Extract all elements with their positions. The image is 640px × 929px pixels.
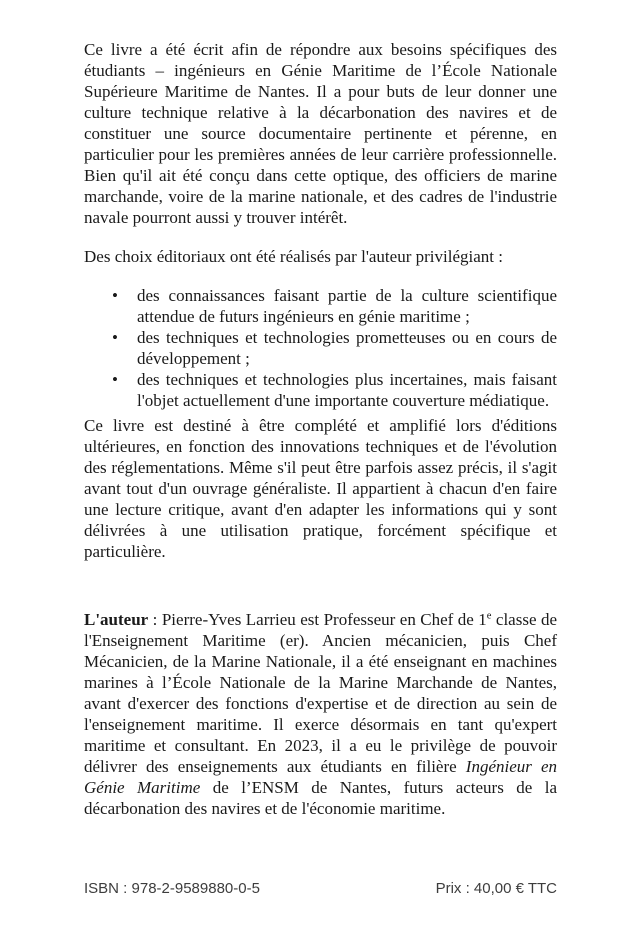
intro-paragraph: Ce livre a été écrit afin de répondre aux besoins spécifiques des étudiants – ingénieurs en Génie Maritime de l’École Nationale Supérieure Maritime de Nantes. Il a pour buts de leur donner une culture technique relative à la décarbonation des navires et de constituer une source documentaire pertinente et pérenne, en particulier pour les premières années de leur carrière professionnelle. Bien qu'il ait été conçu dans cette optique, des officiers de marine marchande, voire de la marine nationale, et des cadres de l'industrie navale pourront aussi y trouver intérêt. xyxy=(84,40,557,227)
list-item xyxy=(84,285,557,327)
author-bio-text: de l’ENSM de Nantes, futurs acteurs de la décarbonation des navires et de l'économie maritime. xyxy=(84,778,558,818)
editorial-choices-lead: Des choix éditoriaux ont été réalisés par l'auteur privilégiant : xyxy=(84,247,503,266)
list-item-text: des connaissances faisant partie de la culture scientifique attendue de futurs ingénieurs en génie maritime ; xyxy=(137,286,557,326)
list-item xyxy=(84,327,557,369)
list-item-text: des techniques et technologies prometteuses ou en cours de développement ; xyxy=(137,328,557,368)
bullet-icon: • xyxy=(112,328,118,347)
list-item xyxy=(84,369,557,411)
disclaimer-paragraph: Ce livre est destiné à être complété et amplifié lors d'éditions ultérieures, en fonction des innovations techniques et de l'évolution des réglementations. Même s'il peut être parfois assez précis, il s'agit avant tout d'un ouvrage généraliste. Il appartient à chacun d'en faire une lecture critique, avant d'en adapter les informations qui y sont délivrées à une utilisation pratique, forcément spécifique et particulière. xyxy=(84,416,557,561)
footer xyxy=(84,880,557,898)
author-bio-text: classe de l'Enseignement Maritime (er). Ancien mécanicien, puis Chef Mécanicien, de la Marine Nationale, il a été enseignant en machines marines à l’École Nationale de la Marine Marchande de Nantes, avant d'exercer des fonctions d'expertise et de direction au sein de l'enseignement maritime. Il exerce désormais en tant qu'expert maritime et consultant. En 2023, il a eu le privilège de pouvoir délivrer des enseignements aux étudiants en filière xyxy=(84,610,557,776)
description-text-block xyxy=(84,39,557,837)
superscript-e: e xyxy=(486,610,492,622)
price-label: Prix : 40,00 € TTC xyxy=(435,880,557,897)
program-title-italic: Ingénieur en Génie Maritime xyxy=(84,757,558,797)
isbn-label: ISBN : 978-2-9589880-0-5 xyxy=(84,880,260,897)
author-paragraph xyxy=(84,609,557,819)
bullet-icon: • xyxy=(112,370,118,389)
editorial-choices-list xyxy=(84,285,557,411)
author-label: L'auteur xyxy=(84,610,149,629)
list-item-text: des techniques et technologies plus incertaines, mais faisant l'objet actuellement d'une importante couverture médiatique. xyxy=(137,370,557,410)
author-bio-text: : Pierre-Yves Larrieu est Professeur en Chef de 1 xyxy=(148,610,487,629)
bullet-icon: • xyxy=(112,286,118,305)
